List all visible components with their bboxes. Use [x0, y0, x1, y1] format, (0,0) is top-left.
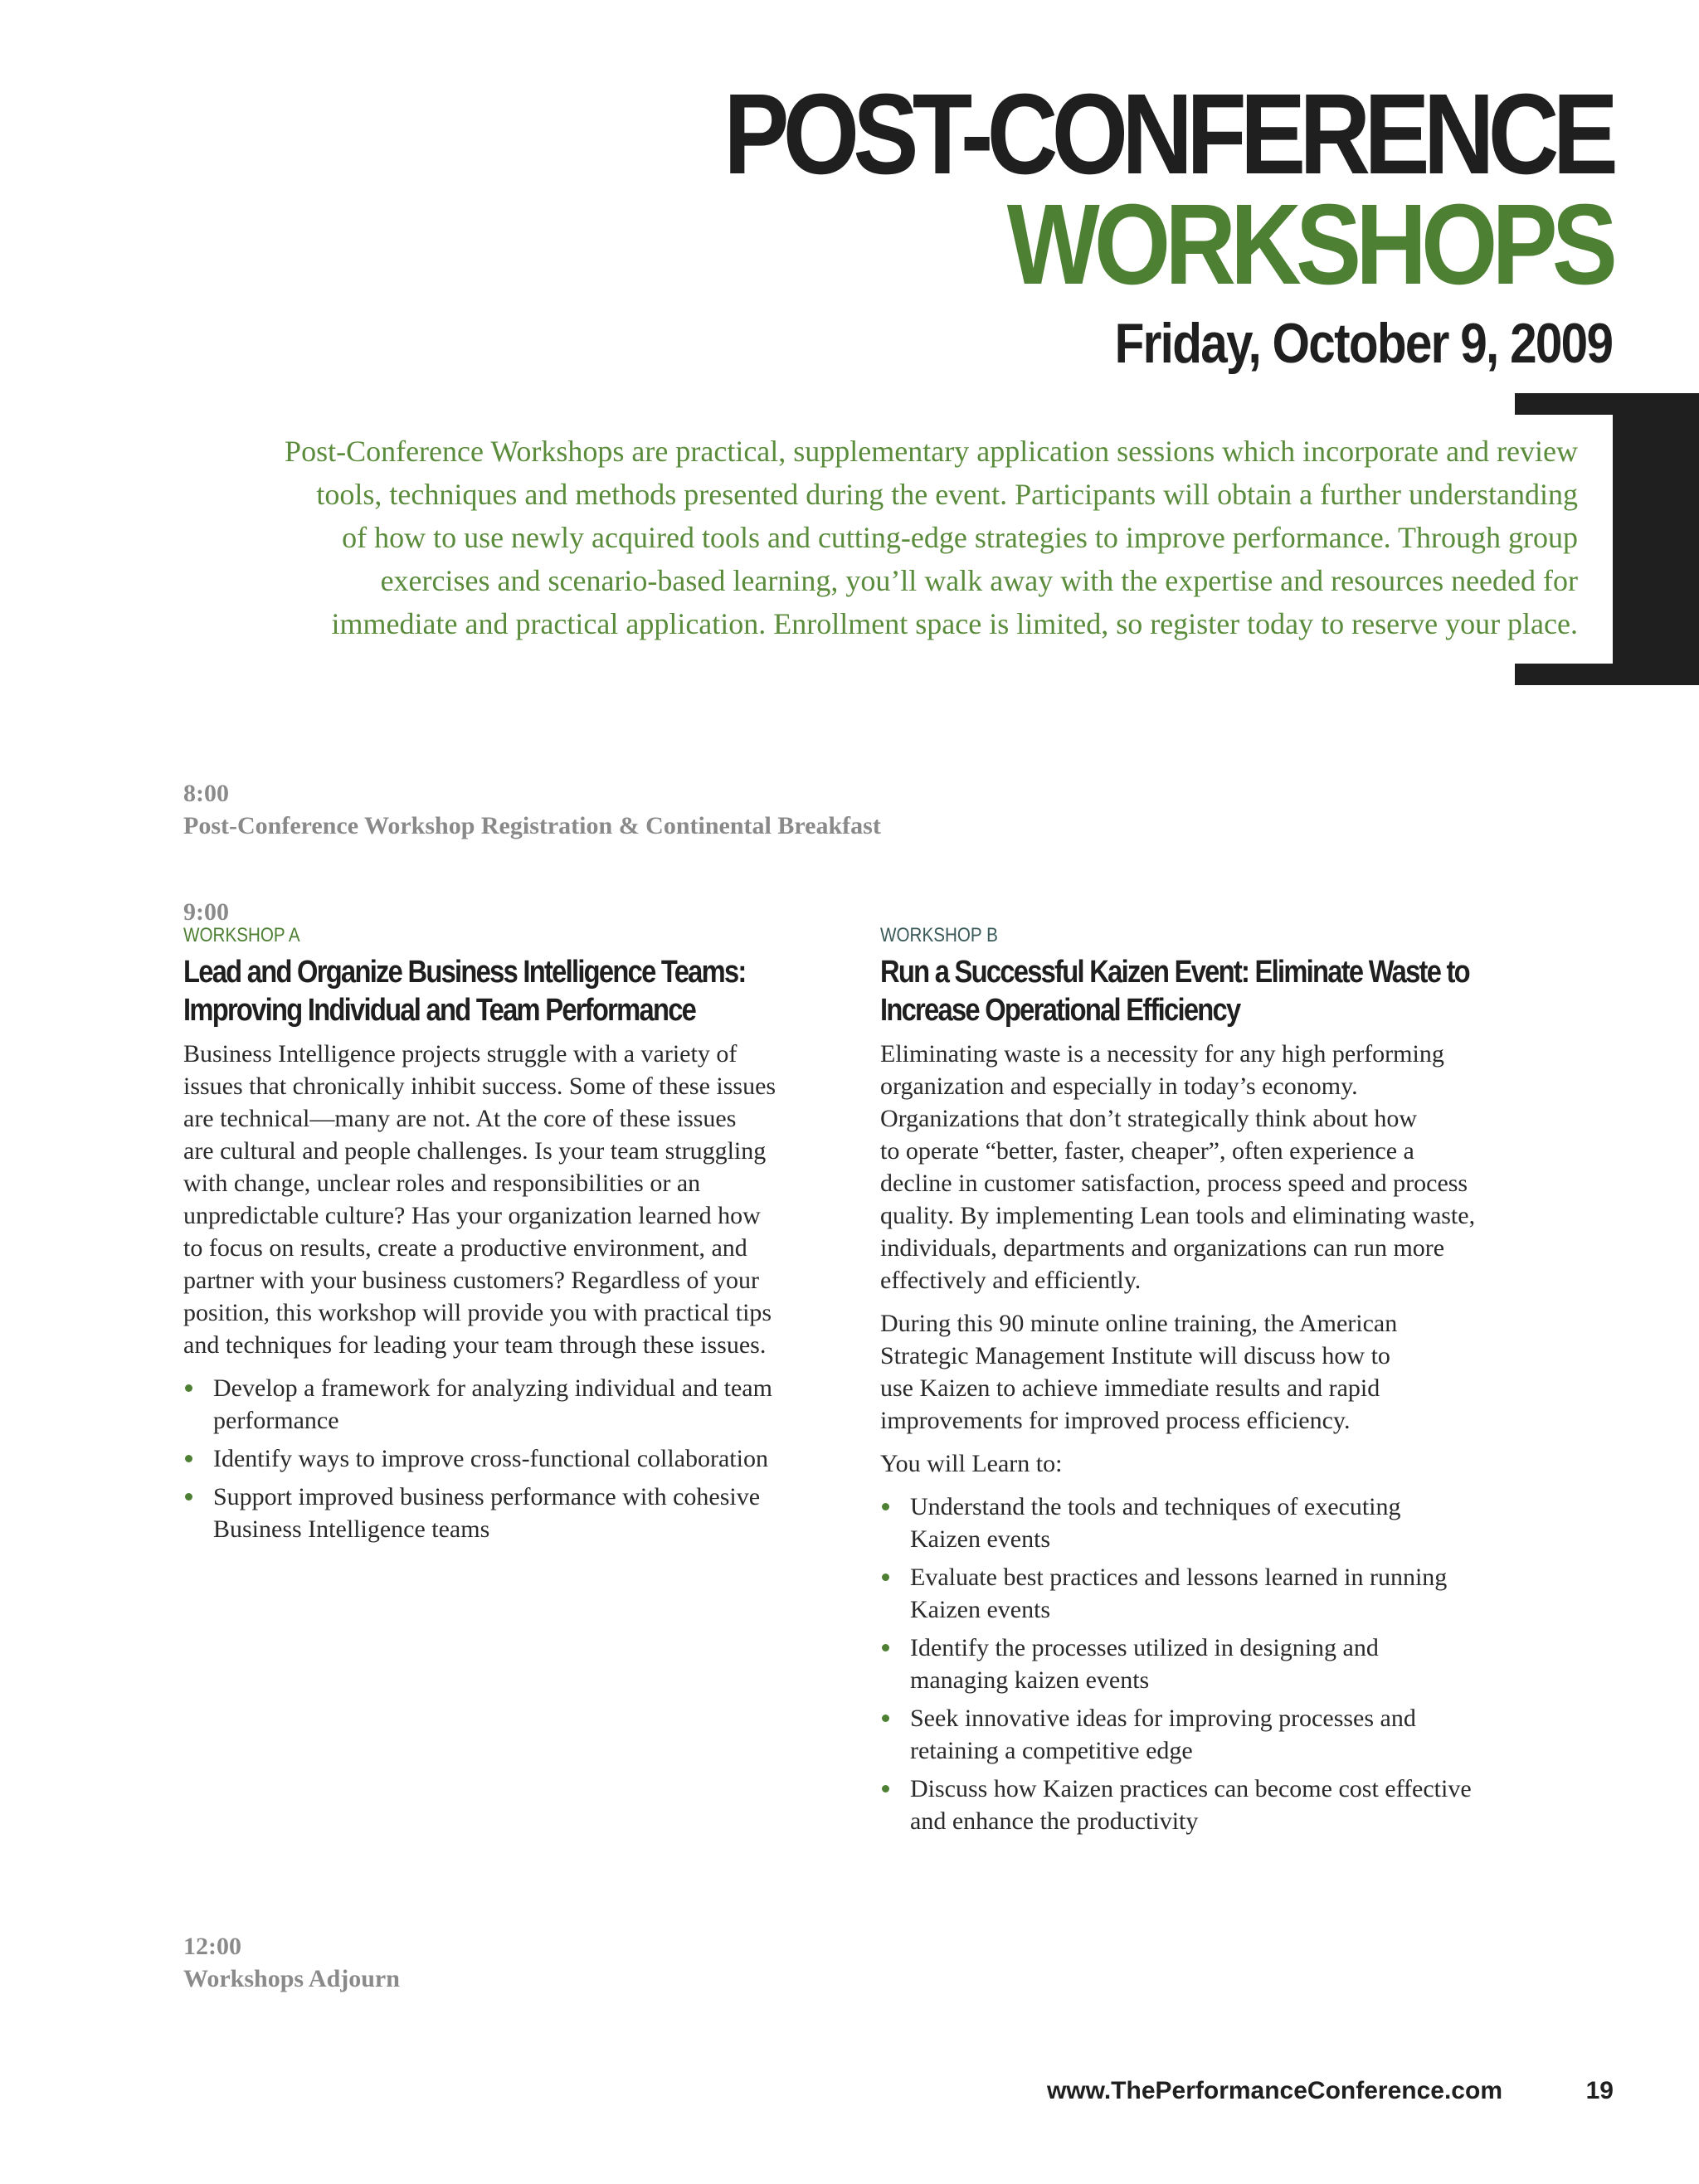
text-line: partner with your business customers? Regardless of your — [183, 1267, 760, 1294]
text-line: retaining a competitive edge — [910, 1737, 1193, 1764]
title-line-1: POST-CONFERENCE — [723, 71, 1612, 198]
bullet-item — [183, 1481, 839, 1545]
workshop-a-description — [183, 1038, 839, 1361]
text-line: Kaizen events — [910, 1596, 1051, 1623]
bullet-icon — [882, 1644, 889, 1651]
bullet-item — [880, 1773, 1544, 1837]
text-line: Develop a framework for analyzing individual and team — [213, 1374, 772, 1402]
text-line: to focus on results, create a productive environment, and — [183, 1234, 747, 1262]
bullet-icon — [185, 1493, 192, 1501]
text-line: effectively and efficiently. — [880, 1267, 1142, 1294]
schedule-title-3: Workshops Adjourn — [183, 1965, 400, 1992]
text-line: and enhance the productivity — [910, 1807, 1199, 1835]
text-line: Evaluate best practices and lessons learned in running — [910, 1564, 1448, 1591]
title-line-2: WORKSHOPS — [1006, 181, 1612, 309]
text-line: You will Learn to: — [880, 1450, 1063, 1477]
workshop-a-title — [183, 953, 747, 1029]
bullet-icon — [882, 1785, 889, 1792]
workshop-a-bullets — [183, 1372, 839, 1545]
bullet-icon — [882, 1574, 889, 1581]
bullet-icon — [185, 1455, 192, 1462]
workshop-b-title-line: Run a Successful Kaizen Event: Eliminate Waste to — [880, 955, 1469, 990]
text-line: unpredictable culture? Has your organization learned how — [183, 1202, 761, 1229]
event-date: Friday, October 9, 2009 — [1114, 312, 1612, 375]
workshop-a-title-line: Improving Individual and Team Performance — [183, 993, 696, 1028]
intro-line: Post-Conference Workshops are practical, supplementary application sessions which incorporate and review — [285, 435, 1578, 468]
bullet-icon — [882, 1503, 889, 1510]
text-line: Strategic Management Institute will discuss how to — [880, 1342, 1390, 1369]
workshop-b-label: WORKSHOP B — [880, 924, 998, 946]
workshop-a — [183, 923, 839, 1551]
intro-line: of how to use newly acquired tools and cutting-edge strategies to improve performance. Through group — [342, 521, 1578, 554]
bullet-item — [880, 1561, 1544, 1626]
text-line: managing kaizen events — [910, 1666, 1150, 1694]
text-line: decline in customer satisfaction, process speed and process — [880, 1170, 1468, 1197]
text-line: Business Intelligence teams — [213, 1515, 490, 1543]
intro-line: exercises and scenario-based learning, you’ll walk away with the expertise and resources needed for — [380, 564, 1578, 597]
intro-line: tools, techniques and methods presented during the event. Participants will obtain a further understanding — [316, 478, 1578, 511]
bullet-item — [183, 1372, 839, 1437]
footer-website-link[interactable]: www.ThePerformanceConference.com — [1046, 2077, 1502, 2104]
text-line: Organizations that don’t strategically think about how — [880, 1105, 1418, 1132]
schedule-title-1: Post-Conference Workshop Registration & Continental Breakfast — [183, 812, 881, 839]
text-line: improvements for improved process efficiency. — [880, 1407, 1351, 1434]
workshop-b-title — [880, 953, 1469, 1029]
text-line: Seek innovative ideas for improving processes and — [910, 1705, 1416, 1732]
schedule-time-1: 8:00 — [183, 780, 229, 807]
bullet-item — [183, 1442, 839, 1475]
bracket-decoration-side — [1613, 393, 1699, 685]
workshop-a-title-line: Lead and Organize Business Intelligence Teams: — [183, 955, 746, 990]
text-line: issues that chronically inhibit success. Some of these issues — [183, 1073, 776, 1100]
workshop-a-label: WORKSHOP A — [183, 924, 300, 946]
bracket-decoration-bottom — [1515, 664, 1699, 685]
text-line: are cultural and people challenges. Is your team struggling — [183, 1137, 767, 1165]
text-line: During this 90 minute online training, the American — [880, 1310, 1398, 1337]
text-line: quality. By implementing Lean tools and eliminating waste, — [880, 1202, 1476, 1229]
text-line: organization and especially in today’s economy. — [880, 1073, 1358, 1100]
bullet-item — [880, 1491, 1544, 1555]
workshop-b-description — [880, 1038, 1544, 1296]
schedule-time-3: 12:00 — [183, 1933, 241, 1960]
text-line: Kaizen events — [910, 1525, 1051, 1553]
schedule-time-2: 9:00 — [183, 898, 229, 926]
text-line: Business Intelligence projects struggle with a variety of — [183, 1040, 738, 1068]
workshop-b-learn-intro — [880, 1447, 1544, 1480]
text-line: with change, unclear roles and responsibilities or an — [183, 1170, 701, 1197]
text-line: Understand the tools and techniques of executing — [910, 1493, 1401, 1520]
workshop-b-training-info — [880, 1307, 1544, 1437]
text-line: Support improved business performance with cohesive — [213, 1483, 761, 1510]
text-line: use Kaizen to achieve immediate results and rapid — [880, 1374, 1380, 1402]
text-line: Identify ways to improve cross-functional collaboration — [213, 1445, 768, 1472]
text-line: position, this workshop will provide you with practical tips — [183, 1299, 772, 1326]
text-line: and techniques for leading your team through these issues. — [183, 1331, 767, 1359]
intro-paragraph — [158, 430, 1578, 645]
page-number: 19 — [1585, 2077, 1614, 2104]
text-line: Discuss how Kaizen practices can become cost effective — [910, 1775, 1472, 1802]
workshop-b-title-line: Increase Operational Efficiency — [880, 993, 1240, 1028]
workshop-b-bullets — [880, 1491, 1544, 1837]
intro-line: immediate and practical application. Enrollment space is limited, so register today to reserve your place. — [331, 607, 1578, 640]
workshop-b — [880, 923, 1544, 1843]
bullet-item — [880, 1632, 1544, 1696]
text-line: performance — [213, 1407, 339, 1434]
text-line: to operate “better, faster, cheaper”, often experience a — [880, 1137, 1414, 1165]
text-line: individuals, departments and organizations can run more — [880, 1234, 1445, 1262]
bullet-icon — [185, 1384, 192, 1392]
text-line: Identify the processes utilized in designing and — [910, 1634, 1379, 1661]
text-line: Eliminating waste is a necessity for any high performing — [880, 1040, 1444, 1068]
text-line: are technical—many are not. At the core of these issues — [183, 1105, 737, 1132]
bullet-icon — [882, 1715, 889, 1722]
bullet-item — [880, 1702, 1544, 1767]
